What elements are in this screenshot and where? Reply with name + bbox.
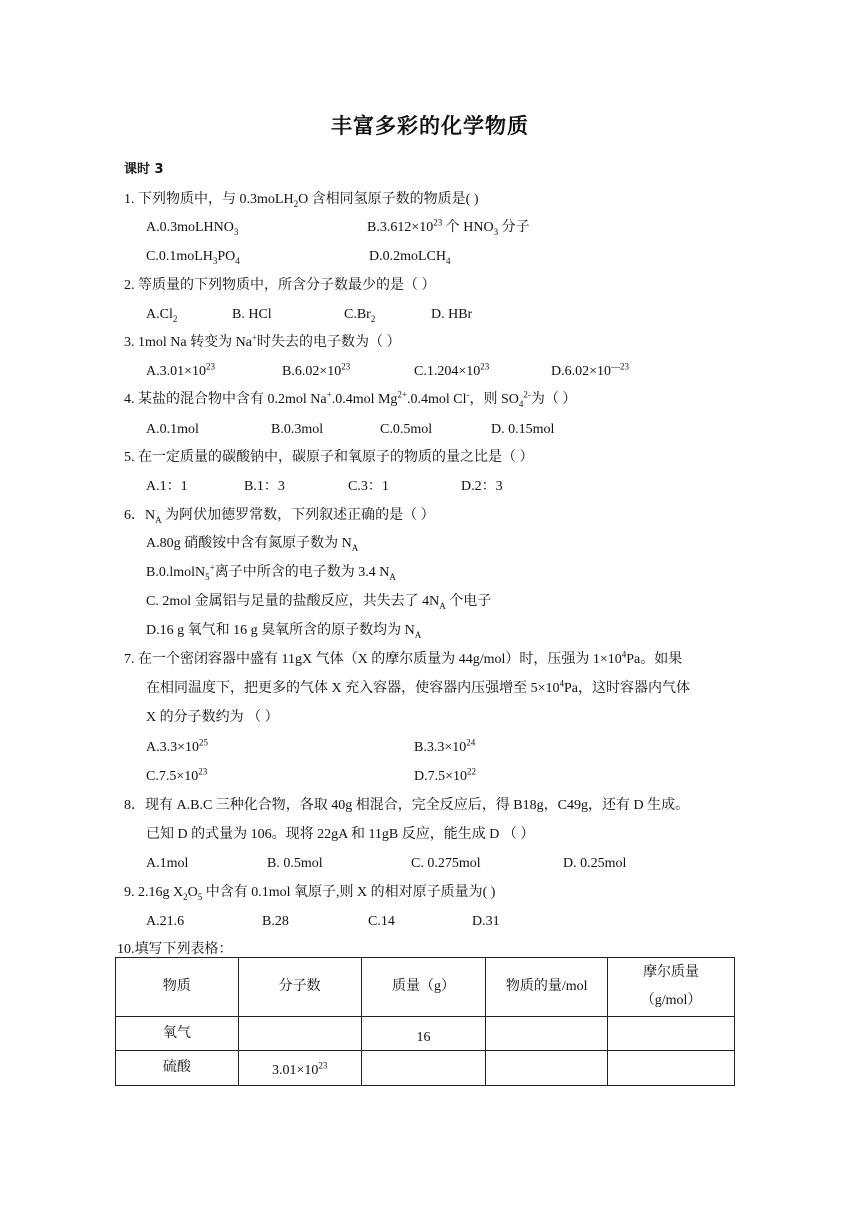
question-7-stem-line-1: 7. 在一个密闭容器中盛有 11gX 气体（X 的摩尔质量为 44g/mol）时，压强为 $1\times 10^4Pa$。如果 bbox=[124, 649, 683, 667]
question-3-option-d: $D.6.02\times 10^{—23}$ bbox=[551, 361, 630, 379]
header-molar-mass bbox=[608, 958, 735, 1017]
question-6-option-a: A.80g 硝酸铵中含有氮原子数为 $N_A$ bbox=[146, 536, 359, 553]
question-8-option-c: C. 0.275mol bbox=[411, 856, 481, 871]
question-9-option-b: B.28 bbox=[262, 914, 289, 929]
question-5-option-c: C.3：1 bbox=[348, 479, 389, 494]
question-8-option-b: B. 0.5mol bbox=[267, 856, 323, 871]
question-3-option-b: $B.6.02\times 10^{23}$ bbox=[282, 361, 351, 379]
cell-molecules-sulfuric-acid: $3.01\times 10^{23}$ bbox=[238, 1051, 361, 1086]
cell-molecules-oxygen[interactable] bbox=[238, 1017, 361, 1051]
question-4-option-a: A.0.1mol bbox=[146, 422, 199, 437]
table-row bbox=[116, 1051, 735, 1086]
question-8-stem-line-1: 8．现有 A.B.C 三种化合物，各取 40g 相混合，完全反应后，得 B18g，C49g，还有 D 生成。 bbox=[124, 798, 690, 813]
question-2-option-a: $A.Cl_2$ bbox=[146, 307, 178, 324]
question-4-option-d: D. 0.15mol bbox=[491, 422, 555, 437]
question-2-option-b: B. HCl bbox=[232, 307, 272, 322]
cell-amount-oxygen[interactable] bbox=[486, 1017, 608, 1051]
header-amount: 物质的量/mol bbox=[486, 958, 608, 1017]
question-9-option-a: A.21.6 bbox=[146, 914, 185, 929]
cell-amount-sulfuric-acid[interactable] bbox=[486, 1051, 608, 1086]
question-2-option-c: $C.Br_2$ bbox=[344, 307, 376, 324]
question-4-option-b: B.0.3mol bbox=[271, 422, 324, 437]
question-5-stem: 5. 在一定质量的碳酸钠中，碳原子和氧原子的物质的量之比是（ ） bbox=[124, 450, 534, 465]
header-molecule-count: 分子数 bbox=[238, 958, 361, 1017]
answer-table bbox=[115, 957, 735, 1086]
header-substance: 物质 bbox=[116, 958, 239, 1017]
cell-molar-oxygen[interactable] bbox=[608, 1017, 735, 1051]
question-7-option-a: $A.3.3\times 10^{25}$ bbox=[146, 737, 209, 755]
question-3-stem: 3. 1mol Na 转变为 Na+时失去的电子数为（ ） bbox=[124, 332, 401, 350]
question-8-option-d: D. 0.25mol bbox=[563, 856, 627, 871]
question-7-stem-line-2: 在相同温度下，把更多的气体 X 充入容器，使容器内压强增至 $5\times 10^4Pa$，这时容器内气体 bbox=[146, 678, 691, 696]
question-6-option-c: C. 2mol 金属铝与足量的盐酸反应，共失去了 $4N_A$ 个电子 bbox=[146, 594, 492, 611]
question-6-stem: 6．$N_A$ 为阿伏加德罗常数，下列叙述正确的是（ ） bbox=[124, 508, 435, 525]
header-molar-mass-line-2: （g/mol） bbox=[640, 993, 702, 1008]
table-row bbox=[116, 1017, 735, 1051]
question-9-option-d: D.31 bbox=[472, 914, 500, 929]
question-6-option-b: B.0.lmolN$_5$+离子中所含的电子数为 3.4 $N_A$ bbox=[146, 562, 396, 582]
cell-substance-sulfuric-acid: 硫酸 bbox=[116, 1051, 239, 1086]
question-9-option-c: C.14 bbox=[368, 914, 395, 929]
cell-substance-oxygen: 氧气 bbox=[116, 1017, 239, 1051]
question-7-stem-line-3: X 的分子数约为 （ ） bbox=[146, 710, 279, 725]
cell-mass-oxygen: 16 bbox=[361, 1017, 486, 1051]
cell-mass-sulfuric-acid[interactable] bbox=[361, 1051, 486, 1086]
header-molar-mass-line-1: 摩尔质量 bbox=[643, 965, 700, 980]
question-6-option-d: D.16 g 氧气和 16 g 臭氧所含的原子数均为 $N_A$ bbox=[146, 623, 422, 640]
question-1-option-b: $B.3.612\times 10^{23}$ 个 $HNO_3$ 分子 bbox=[367, 217, 530, 237]
question-1-option-a: A.0.3moLHNO$_3$ bbox=[146, 220, 239, 237]
table-header-row bbox=[116, 958, 735, 1017]
question-8-stem-line-2: 已知 D 的式量为 106。现将 22gA 和 11gB 反应，能生成 D （ ） bbox=[146, 827, 535, 842]
question-3-option-a: $A.3.01\times 10^{23}$ bbox=[146, 361, 216, 379]
header-mass: 质量（g） bbox=[361, 958, 486, 1017]
question-8-option-a: A.1mol bbox=[146, 856, 189, 871]
question-1-option-d: D.0.2moLCH$_4$ bbox=[369, 249, 451, 266]
question-9-stem: 9. 2.16g $X_2O_5$ 中含有 0.1mol 氧原子,则 X 的相对原子质量为( ) bbox=[124, 885, 496, 902]
question-5-option-a: A.1：1 bbox=[146, 479, 188, 494]
question-5-option-d: D.2：3 bbox=[461, 479, 503, 494]
question-7-option-c: $C.7.5\times 10^{23}$ bbox=[146, 766, 208, 784]
question-2-stem: 2. 等质量的下列物质中，所含分子数最少的是（ ） bbox=[124, 278, 436, 293]
cell-molar-sulfuric-acid[interactable] bbox=[608, 1051, 735, 1086]
question-1-option-c: $C.0.1moLH_3PO_4$ bbox=[146, 249, 240, 266]
question-7-option-b: $B.3.3\times 10^{24}$ bbox=[414, 737, 476, 755]
question-4-stem: 4. 某盐的混合物中含有 0.2mol Na+.0.4mol $Mg^{2+}.0.4mol$ Cl-，则 $SO_4^{2-}$为（ ） bbox=[124, 389, 577, 409]
question-2-option-d: D. HBr bbox=[431, 307, 473, 322]
question-1-stem: 1. 下列物质中，与 0.3moLH$_2$O 含相同氢原子数的物质是( ) bbox=[124, 192, 479, 209]
question-7-option-d: $D.7.5\times 10^{22}$ bbox=[414, 766, 477, 784]
question-5-option-b: B.1：3 bbox=[244, 479, 285, 494]
page-title: 丰富多彩的化学物质 bbox=[331, 114, 529, 138]
question-4-option-c: C.0.5mol bbox=[380, 422, 433, 437]
lesson-label: 课时 3 bbox=[124, 162, 164, 177]
question-3-option-c: $C.1.204\times 10^{23}$ bbox=[414, 361, 490, 379]
question-10-stem: 10.填写下列表格： bbox=[117, 942, 233, 957]
